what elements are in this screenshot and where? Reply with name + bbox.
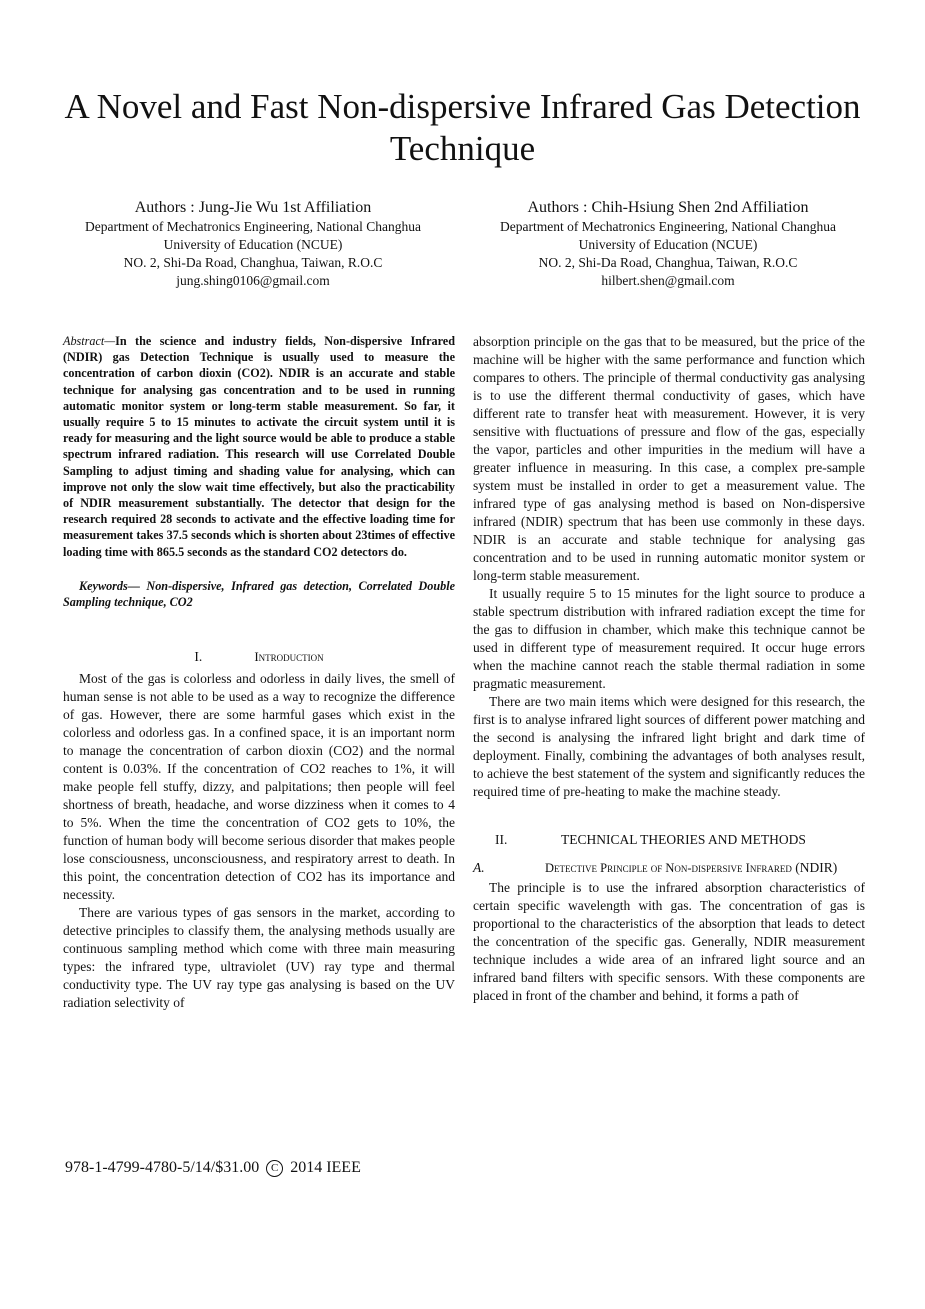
left-column	[63, 333, 455, 1012]
author-address-1: NO. 2, Shi-Da Road, Changhua, Taiwan, R.O.C	[123, 255, 383, 270]
paragraph: It usually require 5 to 15 minutes for the light source to produce a stable spectrum distribution with infrared radiation except the time for the gas to diffusion in chamber, which make this technique cannot be used in different type of measurement required. It occur huge errors when the machine cannot reach the stable thermal radiation in some pragmatic measurement.	[473, 586, 865, 691]
paragraph: Most of the gas is colorless and odorless in daily lives, the smell of human sense is not able to be used as a way to recognize the difference of gas. However, there are some harmful gases which exist in the colorless and odorless gas. In a confined space, it is an important norm to manage the concentration of carbon dioxin (CO2) and the normal content is 0.03%. If the concentration of CO2 reaches to 1%, it will make people fell stuffy, dizzy, and palpitations; then people will feel shortness of breath, headache, and worse dizziness when it comes to 4 to 5%. When the time the concentration of CO2 gets to 10%, the function of human body will become serious disorder that makes people lose consciousness, unconsciousness, and respiratory arrest to death. In this point, the concentration detection of CO2 has its importance and necessity.	[63, 671, 455, 903]
author-univ-2: University of Education (NCUE)	[578, 237, 758, 252]
paper-title: A Novel and Fast Non-dispersive Infrared Gas Detection Technique	[64, 87, 861, 168]
author-address-2: NO. 2, Shi-Da Road, Changhua, Taiwan, R.O.C	[538, 255, 798, 270]
paragraph: There are various types of gas sensors in the market, according to detective principles to classify them, the analysing methods usually are continuous sampling method which come with three main measuring types: the infrared type, ultraviolet (UV) ray type and thermal conductivity type. The UV ray type gas analysing is based on the UV radiation selectivity of	[63, 905, 455, 1011]
author-name-2: Authors : Chih-Hsiung Shen 2nd Affiliation	[527, 199, 809, 216]
author-block-2	[468, 198, 868, 290]
author-univ-1: University of Education (NCUE)	[163, 237, 343, 252]
abstract-lead: Abstract—	[63, 334, 116, 348]
right-column	[473, 333, 865, 1005]
section-number: II.	[495, 832, 508, 847]
footer-copyright	[65, 1158, 361, 1178]
paragraph: There are two main items which were designed for this research, the first is to analyse infrared light sources of different power matching and the second is analysing the infrared light bright and dark time of deployment. Finally, combining the advantages of both analyses result, to achieve the best statement of the system and significantly reduces the required time of pre-heating to make the machine steady.	[473, 694, 865, 799]
subsection-title-text: Detective Principle of Non-dispersive Infrared	[545, 861, 792, 875]
subsection-heading-a	[473, 859, 865, 877]
abstract	[63, 333, 455, 560]
copyright-icon: C	[266, 1160, 283, 1177]
author-block-1	[53, 198, 453, 290]
footer-year: 2014 IEEE	[290, 1159, 361, 1176]
section-title: TECHNICAL THEORIES AND METHODS	[561, 832, 806, 847]
author-dept-1: Department of Mechatronics Engineering, National Changhua	[85, 219, 421, 234]
subsection-title	[545, 859, 845, 877]
paragraph: absorption principle on the gas that to be measured, but the price of the machine will be higher with the same performance and function which compares to others. The principle of thermal conductivity gas analysing is to use the different thermal conductivity of gases, which have different rate to transfer heat with measurement. However, it is very sensitive with fluctuations of pressure and flow of the gas, especially the vapor, particles and other impurities in the medium will have a greater influence in measuring. In this case, a complex pre-sample system must be installed in order to get a measurement value. The infrared type of gas analysing method is based on Non-dispersive infrared (NDIR) spectrum that has been use commonly in these days. NDIR is an accurate and stable technique for analysing gas concentration and to be used in running automatic monitor system or long-term stable measurement.	[473, 334, 865, 583]
section-number: I.	[194, 649, 203, 665]
abstract-body: In the science and industry fields, Non-dispersive Infrared (NDIR) gas Detection Technique is usually used to measure the concentration of carbon dioxin (CO2). NDIR is an accurate and stable technique for analysing gas concentration and to be used in running automatic monitor system or long-term stable measurement. So far, it usually require 5 to 15 minutes to activate the circuit system until it is ready for measuring and the light source would be able to produce a stable spectrum infrared radiation. This research will use Correlated Double Sampling to adjust timing and shading value for analysing, which can improve not only the slow wait time effectively, but also the practicability of NDIR measurement substantially. The detector that design for the research required 28 seconds to activate and the effective loading time for measurement takes 37.5 seconds which is shorten about 23times of effective loading time with 865.5 seconds as the standard CO2 detectors do.	[63, 334, 455, 559]
subsection-letter: A.	[473, 860, 485, 875]
author-dept-2: Department of Mechatronics Engineering, National Changhua	[500, 219, 836, 234]
author-name-1: Authors : Jung-Jie Wu 1st Affiliation	[134, 199, 372, 216]
subsection-title-suffix: (NDIR)	[791, 860, 838, 875]
footer-isbn: 978-1-4799-4780-5/14/$31.00	[65, 1159, 260, 1176]
paragraph: The principle is to use the infrared absorption characteristics of certain specific wavelength with gas. The concentration of gas is proportional to the characteristics of the absorption that leads to detect the concentration of the specific gas. Generally, NDIR measurement technique includes a wide area of an infrared light source and an infrared band filters with specific sensors. With these components are placed in front of the chamber and behind, it forms a path of	[473, 880, 865, 1003]
author-email-1: jung.shing0106@gmail.com	[176, 273, 330, 288]
keywords: Keywords— Non-dispersive, Infrared gas detection, Correlated Double Sampling technique, CO2	[63, 578, 455, 610]
section-heading-technical	[473, 831, 865, 849]
section-heading-introduction	[63, 648, 455, 666]
author-email-2: hilbert.shen@gmail.com	[601, 273, 735, 288]
section-title: Introduction	[254, 649, 324, 665]
